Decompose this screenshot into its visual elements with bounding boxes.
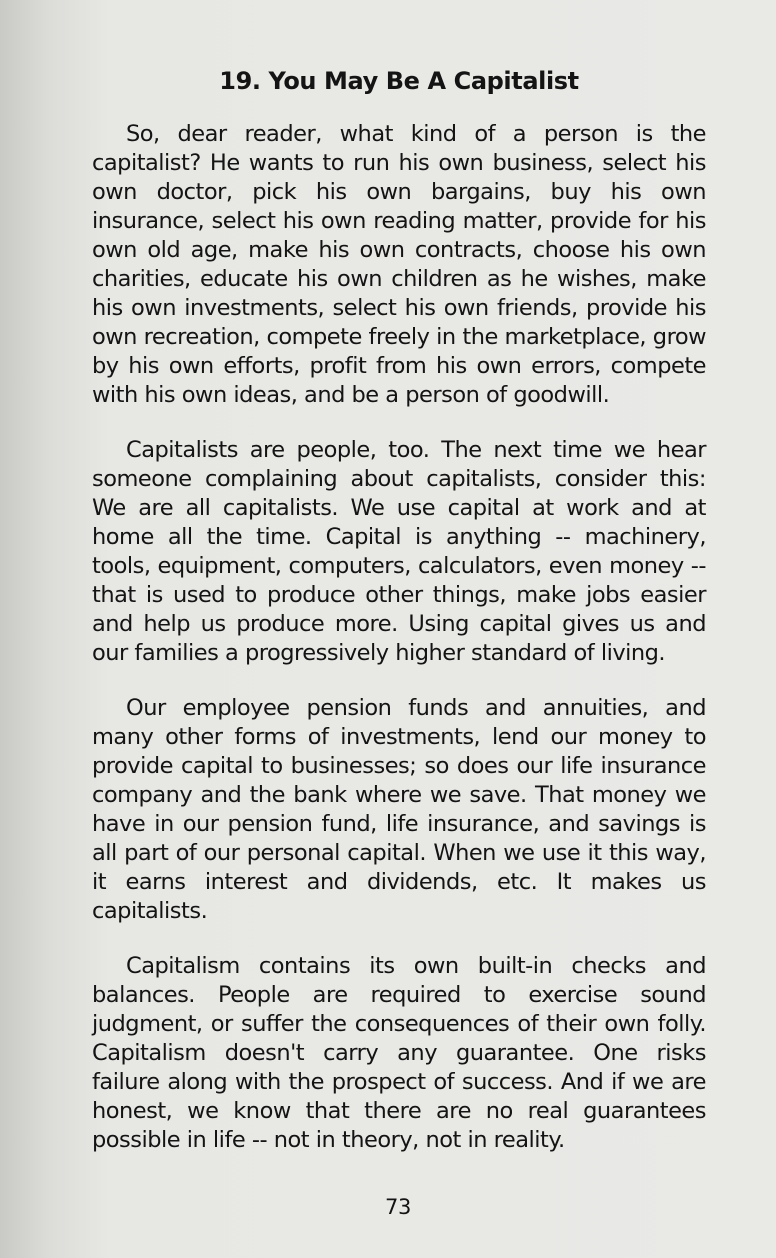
paragraph-1: So, dear reader, what kind of a person is the capitalist? He wants to run his own business, select his own doctor, pick his own bargains, buy his own insurance, select his own reading matter, provide for his own old age, make his own contracts, choose his own charities, educate his own children as he wishes, make his own investments, select his own friends, provide his own recreation, compete freely in the marketplace, grow by his own efforts, profit from his own errors, compete with his own ideas, and be a person of goodwill. — [92, 121, 706, 408]
paragraph-3: Our employee pension funds and annuities, and many other forms of investments, lend our money to provide capital to businesses; so does our life insurance company and the bank where we save. That money we have in our pension fund, life insurance, and savings is all part of our personal capital. When we use it this way, it earns interest and dividends, etc. It makes us capitalists. — [92, 695, 706, 924]
page-number: 73 — [384, 1195, 412, 1219]
chapter-title: 19. You May Be A Capitalist — [219, 67, 579, 95]
page-content — [92, 64, 706, 1181]
paragraph-2: Capitalists are people, too. The next time we hear someone complaining about capitalists, consider this: We are all capitalists. We use capital at work and at home all the time. Capital is anything -- machinery, tools, equipment, computers, calculators, even money -- that is used to produce other things, make jobs easier and help us produce more. Using capital gives us and our families a progressively higher standard of living. — [92, 437, 706, 666]
paragraph-4: Capitalism contains its own built-in checks and balances. People are required to exercise sound judgment, or suffer the consequences of their own folly. Capitalism doesn't carry any guarantee. One risks failure along with the prospect of success. And if we are honest, we know that there are no real guarantees possible in life -- not in theory, not in reality. — [92, 953, 706, 1153]
